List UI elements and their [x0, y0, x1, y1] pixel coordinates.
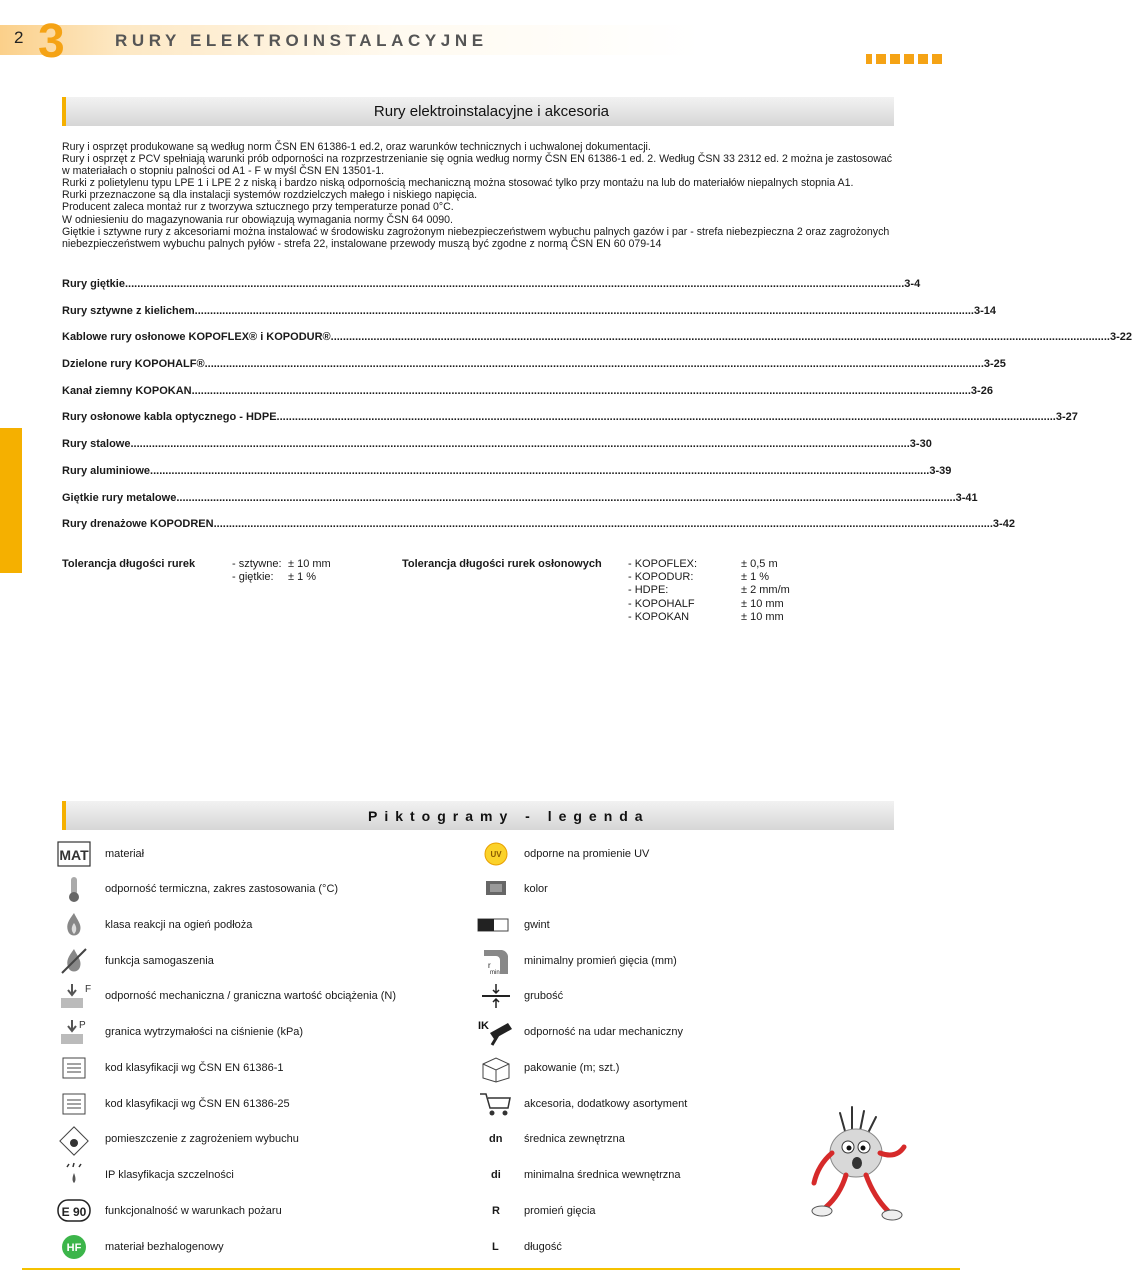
toc-entry[interactable] — [62, 463, 952, 477]
toc-entry[interactable] — [62, 303, 997, 317]
tolerance-value: ± 10 mm — [288, 558, 331, 570]
tolerance-name: - KOPOHALF — [628, 597, 695, 610]
tolerance-value: ± 1 % — [741, 571, 770, 584]
toc-entry-page: 3-14 — [974, 305, 997, 317]
pressure-icon — [58, 1018, 90, 1046]
tolerance-covers-names — [628, 558, 697, 624]
color-icon — [480, 875, 512, 903]
r-label: R — [492, 1205, 500, 1217]
dn-label: dn — [489, 1133, 503, 1145]
explosion-icon — [58, 1126, 90, 1154]
chapter-number: 3 — [38, 15, 63, 68]
uv-icon-text: UV — [490, 850, 502, 859]
tolerance-name: - KOPOKAN — [628, 610, 690, 623]
legend-left-label: IP klasyfikacja szczelności — [105, 1169, 234, 1181]
toc-entry-label: Rury stalowe — [62, 438, 131, 450]
mascot-illustration — [800, 1103, 920, 1223]
box-icon — [480, 1054, 512, 1082]
chapter-sidebar-tab — [0, 428, 22, 573]
tolerance-name: - sztywne: — [232, 558, 282, 570]
toc-entry-label: Rury aluminiowe — [62, 465, 151, 477]
chapter-title: RURY ELEKTROINSTALACYJNE — [115, 31, 488, 50]
thread-icon — [480, 911, 512, 939]
classification-code-icon — [58, 1054, 90, 1082]
toc-entry-label: Kablowe rury osłonowe KOPOFLEX® i KOPODUR® — [62, 331, 331, 343]
l-label: L — [492, 1241, 499, 1253]
thermometer-icon — [58, 875, 90, 903]
flame-icon — [58, 911, 90, 939]
intro-paragraph: W odniesieniu do magazynowania rur obowiązują wymagania normy ČSN 64 0090. — [62, 213, 454, 226]
toc-entry[interactable] — [62, 383, 993, 397]
toc-entry-page: 3-26 — [970, 385, 993, 397]
legend-title: Piktogramy - legenda — [368, 808, 650, 824]
toc-entry-label: Rury osłonowe kabla optycznego - HDPE — [62, 411, 277, 423]
toc-entry[interactable] — [62, 490, 978, 504]
toc-entry[interactable] — [62, 516, 1015, 530]
tolerance-value: ± 10 mm — [741, 610, 784, 623]
legend-left-label: kod klasyfikacji wg ČSN EN 61386-1 — [105, 1062, 284, 1074]
legend-right-label: minimalna średnica wewnętrzna — [524, 1169, 681, 1181]
tolerance-name: - HDPE: — [628, 584, 669, 597]
legend-left-label: pomieszczenie z zagrożeniem wybuchu — [105, 1133, 299, 1145]
legend-header — [62, 801, 894, 830]
toc-entry[interactable] — [62, 276, 921, 290]
toc-entry-page: 3-39 — [929, 465, 952, 477]
legend-right-label: odporne na promienie UV — [524, 848, 650, 860]
toc-entry-page: 3-4 — [904, 278, 921, 290]
legend-left-label: odporność mechaniczna / graniczna wartość obciążenia (N) — [105, 990, 397, 1002]
legend-left-label: odporność termiczna, zakres zastosowania (°C) — [105, 883, 339, 895]
intro-paragraph: Rury i osprzęt produkowane są według norm ČSN EN 61386-1 ed.2, oraz warunków technicznych i uchwalonej dokumentacji. — [62, 141, 651, 153]
classification-code-25-icon — [58, 1090, 90, 1118]
hf-icon — [58, 1233, 90, 1261]
ip-rating-icon — [58, 1161, 90, 1189]
intro-paragraph: Giętkie i sztywne rury z akcesoriami można instalować w środowisku zagrożonym niebezpieczeństwem wybuchu palnych gazów i par - strefa niebezpieczna 2 oraz zagrożonych niebezpieczeństwem wybuchu palnych pyłów - strefa 22, instalowane przewody muszą być zgodne z normą ČSN EN 60 079-14 — [62, 225, 890, 250]
toc-entry[interactable] — [62, 436, 932, 450]
legend-right-label: odporność na udar mechaniczny — [524, 1026, 683, 1038]
tolerance-tubes-names — [232, 558, 282, 584]
section-header — [62, 97, 894, 126]
legend-right-label: kolor — [524, 883, 548, 895]
cart-icon — [480, 1090, 512, 1118]
tolerance-tubes-title: Tolerancja długości rurek — [62, 558, 196, 570]
uv-icon — [480, 840, 512, 868]
intro-paragraph: Rurki z polietylenu typu LPE 1 i LPE 2 z niską i bardzo niską odpornością mechaniczną można stosować tylko przy montażu na lub do materiałów niepalnych stopnia A1. — [62, 177, 854, 190]
force-icon — [58, 982, 90, 1010]
legend-right-label: promień gięcia — [524, 1205, 596, 1217]
toc-entry[interactable] — [62, 329, 1132, 343]
legend-left-label: granica wytrzymałości na ciśnienie (kPa) — [105, 1026, 304, 1038]
toc-entry-page: 3-22 — [1109, 331, 1132, 343]
legend-left-label: klasa reakcji na ogień podłoża — [105, 919, 253, 931]
di-label: di — [491, 1169, 501, 1181]
tolerance-value: ± 1 % — [288, 571, 317, 584]
intro-paragraph: Producent zaleca montaż rur z tworzywa sztucznego przy temperaturze ponad 0°C. — [62, 201, 454, 214]
legend-right-label: pakowanie (m; szt.) — [524, 1062, 620, 1074]
intro-paragraph: Rury i osprzęt z PCV spełniają warunki prób odporności na rozprzestrzenianie się ognia według normy ČSN EN 61386-1 ed. 2. Według ČSN 33 2312 ed. 2 można je zastosować w materiałach o stopniu palności od A1 - F w myśl ČSN EN 13501-1. — [62, 153, 893, 178]
toc-entry-page: 3-42 — [992, 518, 1015, 530]
thickness-icon — [480, 982, 512, 1010]
legend-right-label: grubość — [524, 990, 564, 1002]
tolerance-tubes-values — [288, 558, 331, 584]
legend-right-label: minimalny promień gięcia (mm) — [524, 955, 677, 967]
legend-left-label: funkcja samogaszenia — [105, 955, 214, 967]
toc-entry-label: Rury giętkie — [62, 278, 125, 290]
tolerance-value: ± 10 mm — [741, 597, 784, 610]
section-title: Rury elektroinstalacyjne i akcesoria — [373, 103, 609, 120]
toc-entry-label: Kanał ziemny KOPOKAN — [62, 385, 192, 397]
tolerance-covers-values — [741, 558, 790, 624]
legend-left-label: materiał bezhalogenowy — [105, 1241, 224, 1253]
self-extinguish-icon — [58, 947, 90, 975]
impact-icon — [480, 1018, 512, 1046]
decorative-squares — [866, 54, 942, 64]
toc-entry-page: 3-25 — [983, 358, 1006, 370]
tolerance-value: ± 0,5 m — [741, 558, 778, 570]
bend-radius-icon — [480, 947, 512, 975]
legend-left-label: kod klasyfikacji wg ČSN EN 61386-25 — [105, 1098, 290, 1110]
e90-icon-text: E 90 — [61, 1205, 87, 1219]
legend-right-label: akcesoria, dodatkowy asortyment — [524, 1098, 688, 1110]
toc-entry-label: Dzielone rury KOPOHALF® — [62, 358, 205, 370]
toc-entry-page: 3-27 — [1055, 411, 1078, 423]
hf-icon-text: HF — [66, 1242, 82, 1254]
toc-entry[interactable] — [62, 409, 1078, 423]
toc-entry-page: 3-30 — [909, 438, 932, 450]
legend-right-label: średnica zewnętrzna — [524, 1133, 625, 1145]
bend-radius-icon-r: r — [488, 961, 491, 970]
mat-icon-text: MAT — [59, 847, 89, 863]
tolerance-value: ± 2 mm/m — [741, 584, 790, 597]
toc-entry-label: Giętkie rury metalowe — [62, 492, 177, 504]
toc-entry-label: Rury sztywne z kielichem — [62, 305, 195, 317]
tolerance-name: - giętkie: — [232, 571, 274, 584]
impact-icon-text: IK — [478, 1020, 489, 1032]
legend-left-label: funkcjonalność w warunkach pożaru — [105, 1205, 282, 1217]
mat-icon — [58, 840, 90, 868]
tolerance-name: - KOPODUR: — [628, 571, 694, 584]
toc-entry[interactable] — [62, 356, 1006, 370]
intro-paragraph: Rurki przeznaczone są dla instalacji systemów rozdzielczych małego i niskiego napięcia. — [62, 189, 478, 202]
toc-entry-label: Rury drenażowe KOPODREN — [62, 518, 214, 530]
legend-right-label: gwint — [524, 919, 550, 931]
e90-icon — [58, 1197, 90, 1225]
force-icon-text: F — [85, 984, 92, 995]
tolerance-name: - KOPOFLEX: — [628, 558, 698, 570]
footer-line — [22, 1268, 960, 1270]
toc-entry-page: 3-41 — [955, 492, 978, 504]
legend-left-label: materiał — [105, 848, 145, 860]
tolerance-covers-title: Tolerancja długości rurek osłonowych — [402, 558, 602, 570]
legend-right-label: długość — [524, 1241, 562, 1253]
pressure-icon-text: P — [79, 1020, 86, 1031]
page-number: 2 — [14, 28, 24, 47]
bend-radius-icon-min: min — [490, 970, 500, 976]
intro-text — [62, 141, 894, 250]
